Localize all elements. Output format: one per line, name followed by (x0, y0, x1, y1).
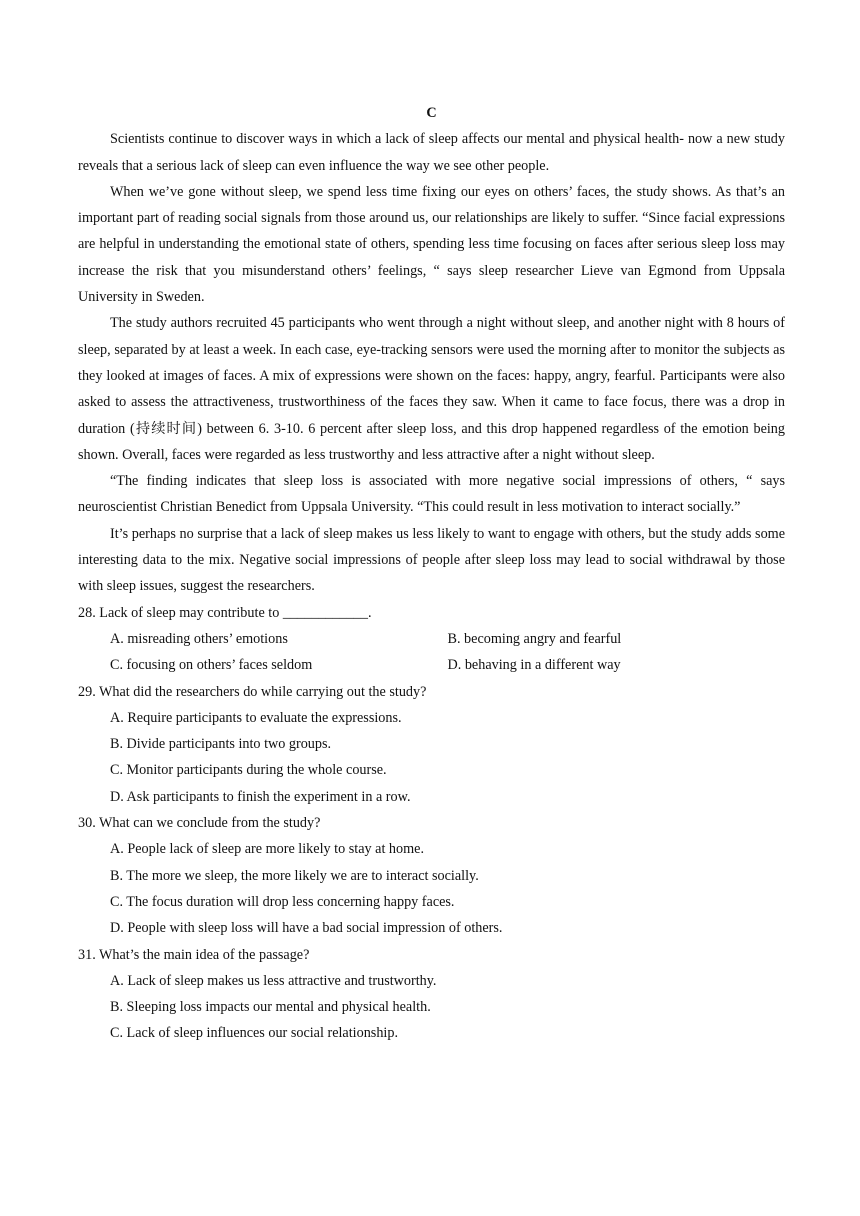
option-a: A. Require participants to evaluate the expressions. (110, 709, 402, 726)
option-b: B. The more we sleep, the more likely we are to interact socially. (110, 867, 479, 884)
option-a: A. Lack of sleep makes us less attractive and trustworthy. (110, 972, 437, 989)
option-c: C. The focus duration will drop less concerning happy faces. (110, 893, 455, 910)
question-28 (78, 600, 785, 679)
passage-paragraph: When we’ve gone without sleep, we spend less time fixing our eyes on others’ faces, the study shows. As that’s an important part of reading social signals from those around us, our relationships are likely to suffer. “Since facial expressions are helpful in understanding the emotional state of others, spending less time focusing on faces after serious sleep loss may increase the risk that you misunderstand others’ feelings, “ says sleep researcher Lieve van Egmond from Uppsala University in Sweden. (78, 183, 785, 306)
passage-paragraph: Scientists continue to discover ways in which a lack of sleep affects our mental and physical health- now a new study reveals that a serious lack of sleep can even influence the way we see other people. (78, 131, 785, 174)
option-a: A. misreading others’ emotions (110, 630, 288, 647)
option-b: B. becoming angry and fearful (447, 630, 622, 647)
option-d: D. behaving in a different way (447, 657, 621, 674)
document-page (78, 100, 785, 1047)
question-stem: 28. Lack of sleep may contribute to ____________. (78, 604, 372, 621)
question-30 (78, 810, 785, 941)
question-29 (78, 679, 785, 810)
option-b: B. Sleeping loss impacts our mental and physical health. (110, 999, 431, 1016)
question-stem: 31. What’s the main idea of the passage? (78, 946, 310, 963)
question-stem: 30. What can we conclude from the study? (78, 815, 321, 832)
question-stem: 29. What did the researchers do while carrying out the study? (78, 683, 427, 700)
option-d: D. Ask participants to finish the experiment in a row. (110, 788, 411, 805)
option-c: C. Monitor participants during the whole course. (110, 762, 387, 779)
option-a: A. People lack of sleep are more likely to stay at home. (110, 841, 424, 858)
option-d: D. People with sleep loss will have a bad social impression of others. (110, 920, 503, 937)
question-31 (78, 942, 785, 1047)
passage-paragraph: It’s perhaps no surprise that a lack of sleep makes us less likely to want to engage with others, but the study adds some interesting data to the mix. Negative social impressions of people after sleep loss may lead to social withdrawal by those with sleep issues, suggest the researchers. (78, 525, 785, 595)
option-c: C. focusing on others’ faces seldom (110, 657, 313, 674)
passage-paragraph: The study authors recruited 45 participants who went through a night without sleep, and another night with 8 hours of sleep, separated by at least a week. In each case, eye-tracking sensors were used the morning after to monitor the subjects as they looked at images of faces. A mix of expressions were shown on the faces: happy, angry, fearful. Participants were also asked to assess the attractiveness, trustworthiness of the faces they saw. When it came to face focus, there was a drop in duration (持续时间) between 6. 3-10. 6 percent after sleep loss, and this drop happened regardless of the emotion being shown. Overall, faces were regarded as less trustworthy and less attractive after a night without sleep. (78, 315, 785, 463)
option-c: C. Lack of sleep influences our social relationship. (110, 1025, 398, 1042)
option-b: B. Divide participants into two groups. (110, 736, 332, 753)
option-row (110, 626, 785, 652)
option-row (110, 652, 785, 678)
section-title: C (426, 105, 437, 121)
passage-paragraph: “The finding indicates that sleep loss is associated with more negative social impressions of others, “ says neuroscientist Christian Benedict from Uppsala University. “This could result in less motivation to interact socially.” (78, 473, 785, 516)
